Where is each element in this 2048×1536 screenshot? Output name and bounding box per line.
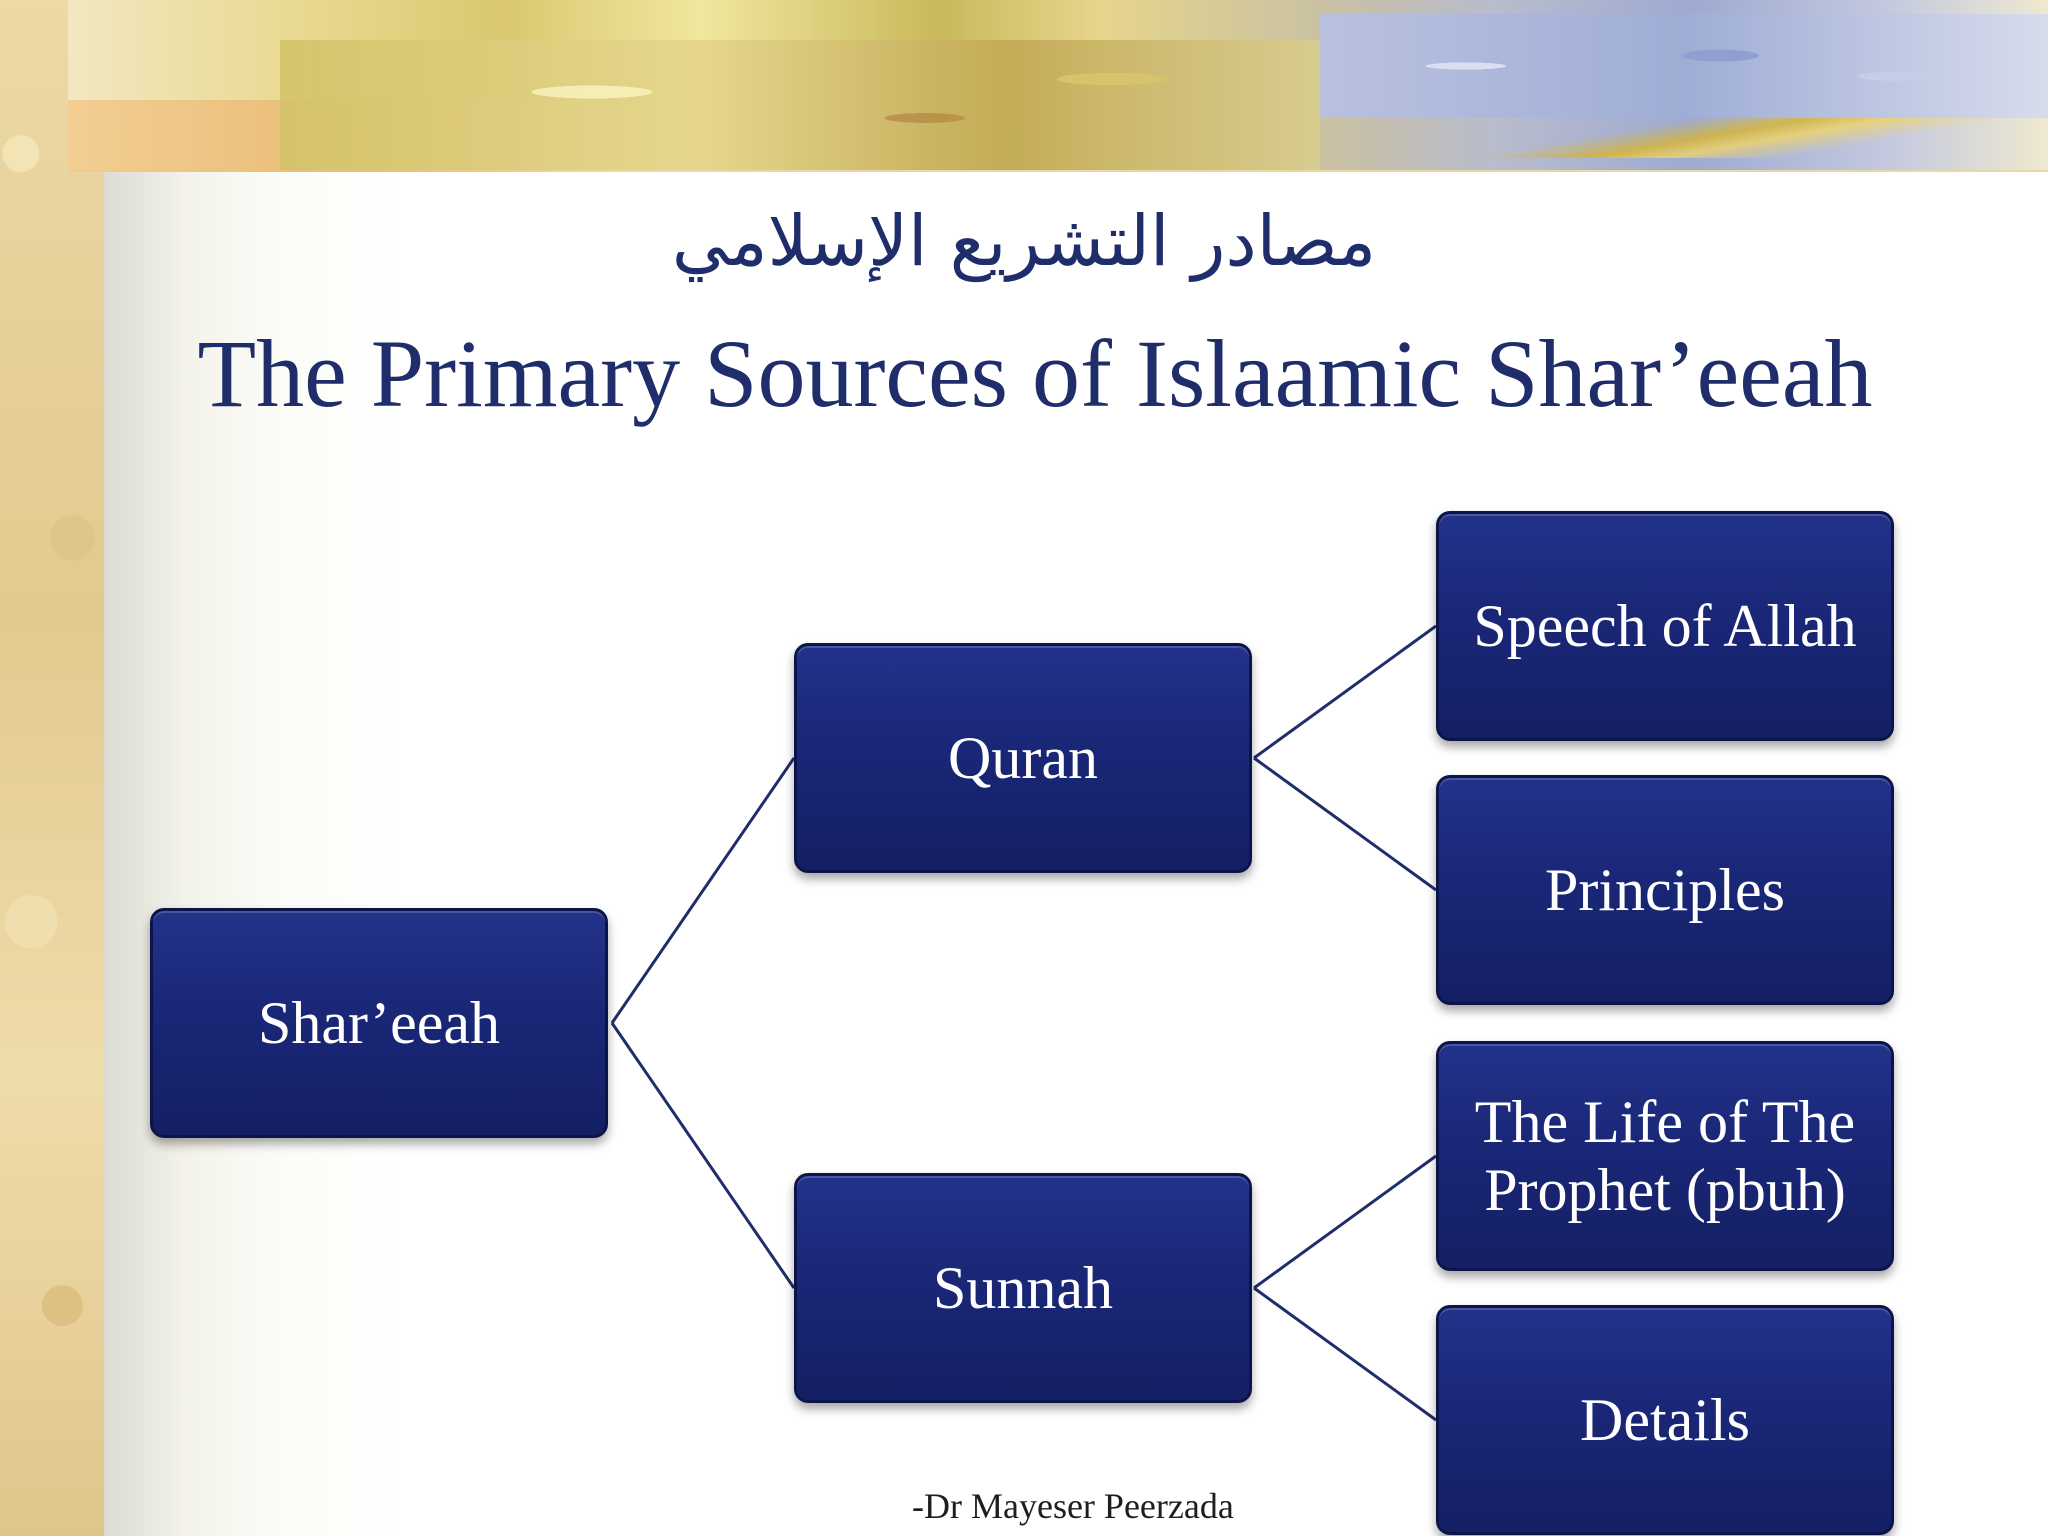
node-details-label: Details	[1580, 1387, 1750, 1453]
connector-root-sunnah	[612, 1023, 794, 1288]
node-speech-of-allah[interactable]	[1436, 511, 1894, 741]
author-credit: -Dr Mayeser Peerzada	[912, 1486, 1234, 1526]
title-english: The Primary Sources of Islaamic Shar’eeah	[197, 320, 1873, 427]
title-arabic: مصادر التشريع الإسلامي	[671, 200, 1377, 282]
node-life-of-the-prophet-label: The Life of The Prophet (pbuh)	[1474, 1089, 1856, 1223]
node-speech-of-allah-label: Speech of Allah	[1473, 593, 1857, 659]
connector-sunnah-life	[1254, 1156, 1436, 1288]
connector-root-quran	[612, 758, 794, 1023]
connector-quran-principles	[1254, 758, 1436, 890]
connector-quran-speech	[1254, 626, 1436, 758]
node-details[interactable]	[1436, 1305, 1894, 1535]
node-sunnah-label: Sunnah	[933, 1255, 1113, 1321]
connector-sunnah-details	[1254, 1288, 1436, 1420]
node-principles[interactable]	[1436, 775, 1894, 1005]
node-shareeah-label: Shar’eeah	[257, 990, 501, 1056]
node-principles-label: Principles	[1545, 857, 1785, 923]
node-quran-label: Quran	[948, 725, 1098, 791]
node-quran[interactable]	[794, 643, 1252, 873]
node-life-of-the-prophet[interactable]	[1436, 1041, 1894, 1271]
node-shareeah[interactable]	[150, 908, 608, 1138]
node-sunnah[interactable]	[794, 1173, 1252, 1403]
